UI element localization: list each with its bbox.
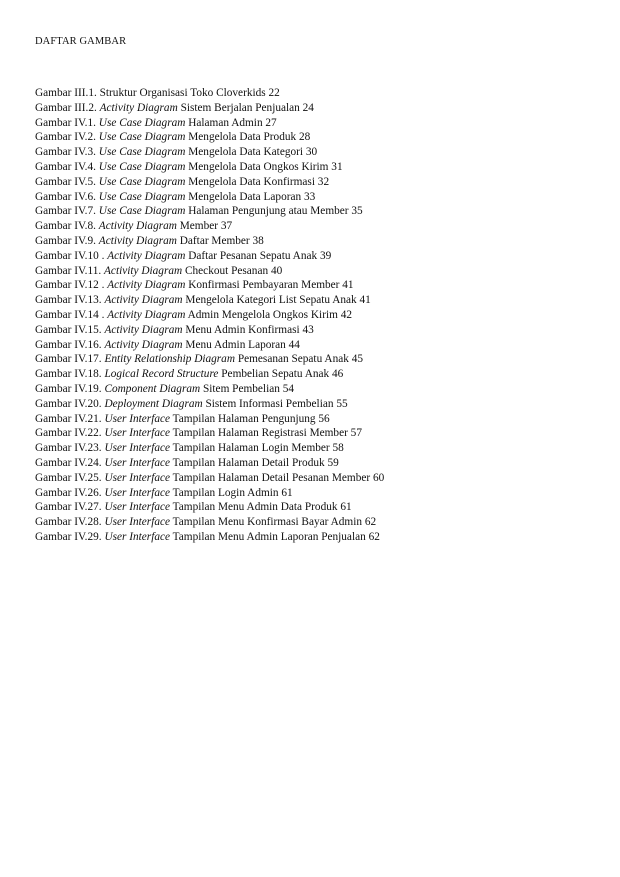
figure-diagram-type: Use Case Diagram (98, 175, 186, 188)
figure-number: Gambar III.2. (35, 101, 100, 114)
figure-number: Gambar IV.10 . (35, 249, 108, 262)
figure-list-item (35, 86, 384, 101)
figure-title-and-page: Menu Admin Konfirmasi 43 (182, 323, 314, 336)
page-heading: DAFTAR GAMBAR (35, 36, 127, 47)
figure-number: Gambar IV.1. (35, 116, 99, 129)
figure-diagram-type: User Interface (104, 442, 171, 455)
figure-diagram-type: User Interface (104, 486, 171, 499)
figure-number: Gambar III.1. (35, 87, 100, 99)
figure-list-item (35, 471, 384, 486)
figure-list-item (35, 382, 384, 397)
figure-title-and-page: Mengelola Data Konfirmasi 32 (185, 175, 330, 188)
figure-list-item (35, 175, 384, 190)
figure-list-item (35, 160, 384, 175)
figure-list-item (35, 204, 384, 219)
figure-diagram-type: Activity Diagram (104, 294, 183, 307)
figure-number: Gambar IV.18. (35, 368, 105, 381)
figure-title-and-page: Tampilan Menu Admin Laporan Penjualan 62 (170, 530, 380, 543)
figure-diagram-type: Logical Record Structure (104, 368, 219, 381)
figure-diagram-type: Use Case Diagram (98, 160, 186, 173)
figure-title-and-page: Daftar Pesanan Sepatu Anak 39 (185, 249, 332, 262)
figure-diagram-type: User Interface (104, 456, 171, 469)
figure-title-and-page: Checkout Pesanan 40 (182, 264, 283, 277)
figure-title-and-page: Tampilan Halaman Login Member 58 (170, 442, 344, 455)
figure-list-item (35, 338, 384, 353)
figure-number: Gambar IV.2. (35, 131, 99, 144)
figure-diagram-type: User Interface (104, 412, 171, 425)
figure-number: Gambar IV.3. (35, 146, 99, 159)
figure-title-and-page: Halaman Pengunjung atau Member 35 (185, 205, 363, 218)
figure-diagram-type: User Interface (104, 530, 171, 543)
figure-title-and-page: Halaman Admin 27 (185, 116, 277, 129)
figure-list-item (35, 500, 384, 515)
figure-list-item (35, 441, 384, 456)
figure-number: Gambar IV.14 . (35, 308, 108, 321)
figure-diagram-type: Use Case Diagram (98, 205, 186, 218)
figure-diagram-type: User Interface (104, 516, 171, 529)
figure-diagram-type: Activity Diagram (98, 234, 177, 247)
figure-diagram-type: User Interface (104, 427, 171, 440)
figure-title-and-page: Mengelola Data Produk 28 (185, 131, 311, 144)
figure-diagram-type: Activity Diagram (107, 308, 186, 321)
figure-list-item (35, 101, 384, 116)
figure-number: Gambar IV.22. (35, 427, 105, 440)
figure-number: Gambar IV.26. (35, 486, 105, 499)
figure-list-item (35, 323, 384, 338)
figure-number: Gambar IV.5. (35, 175, 99, 188)
figure-diagram-type: Use Case Diagram (98, 131, 186, 144)
figure-title-and-page: Struktur Organisasi Toko Cloverkids 22 (99, 87, 280, 99)
figure-number: Gambar IV.13. (35, 294, 105, 307)
figure-list-item (35, 352, 384, 367)
figure-title-and-page: Admin Mengelola Ongkos Kirim 42 (185, 308, 353, 321)
figure-title-and-page: Tampilan Menu Konfirmasi Bayar Admin 62 (170, 516, 377, 529)
figure-list-item (35, 397, 384, 412)
figure-list (35, 86, 384, 545)
figure-number: Gambar IV.25. (35, 471, 105, 484)
figure-title-and-page: Sitem Pembelian 54 (200, 382, 294, 395)
figure-title-and-page: Sistem Informasi Pembelian 55 (202, 397, 348, 410)
figure-title-and-page: Pembelian Sepatu Anak 46 (218, 368, 344, 381)
figure-number: Gambar IV.23. (35, 442, 105, 455)
figure-title-and-page: Tampilan Halaman Detail Pesanan Member 60 (170, 471, 385, 484)
figure-number: Gambar IV.8. (35, 220, 99, 233)
figure-list-item (35, 234, 384, 249)
figure-number: Gambar IV.21. (35, 412, 105, 425)
figure-number: Gambar IV.28. (35, 516, 105, 529)
figure-list-item (35, 293, 384, 308)
figure-diagram-type: User Interface (104, 501, 171, 514)
figure-diagram-type: Activity Diagram (104, 264, 183, 277)
figure-diagram-type: Activity Diagram (98, 220, 177, 233)
figure-number: Gambar IV.29. (35, 530, 105, 543)
figure-list-item (35, 116, 384, 131)
figure-title-and-page: Mengelola Kategori List Sepatu Anak 41 (182, 294, 371, 307)
figure-list-item (35, 515, 384, 530)
figure-number: Gambar IV.17. (35, 353, 105, 366)
figure-title-and-page: Tampilan Halaman Detail Produk 59 (170, 456, 339, 469)
figure-number: Gambar IV.19. (35, 382, 105, 395)
figure-title-and-page: Daftar Member 38 (176, 234, 264, 247)
figure-title-and-page: Mengelola Data Kategori 30 (185, 146, 318, 159)
figure-list-item (35, 530, 384, 545)
figure-number: Gambar IV.16. (35, 338, 105, 351)
figure-diagram-type: Entity Relationship Diagram (104, 353, 235, 366)
figure-diagram-type: Activity Diagram (104, 338, 183, 351)
figure-list-item (35, 278, 384, 293)
figure-diagram-type: Deployment Diagram (104, 397, 203, 410)
figure-number: Gambar IV.20. (35, 397, 105, 410)
figure-list-item (35, 412, 384, 427)
figure-title-and-page: Mengelola Data Ongkos Kirim 31 (185, 160, 343, 173)
figure-title-and-page: Menu Admin Laporan 44 (182, 338, 300, 351)
figure-list-item (35, 219, 384, 234)
figure-list-item (35, 367, 384, 382)
figure-diagram-type: Component Diagram (104, 382, 201, 395)
figure-list-item (35, 486, 384, 501)
figure-title-and-page: Sistem Berjalan Penjualan 24 (177, 101, 314, 114)
figure-number: Gambar IV.4. (35, 160, 99, 173)
figure-list-item (35, 456, 384, 471)
figure-title-and-page: Member 37 (176, 220, 233, 233)
figure-title-and-page: Tampilan Halaman Pengunjung 56 (170, 412, 330, 425)
figure-number: Gambar IV.12 . (35, 279, 108, 292)
figure-list-item (35, 190, 384, 205)
figure-list-item (35, 145, 384, 160)
figure-number: Gambar IV.15. (35, 323, 105, 336)
figure-list-item (35, 130, 384, 145)
figure-title-and-page: Tampilan Menu Admin Data Produk 61 (170, 501, 352, 514)
figure-list-item (35, 264, 384, 279)
figure-list-item (35, 249, 384, 264)
figure-title-and-page: Mengelola Data Laporan 33 (185, 190, 316, 203)
figure-diagram-type: User Interface (104, 471, 171, 484)
figure-list-item (35, 308, 384, 323)
figure-number: Gambar IV.7. (35, 205, 99, 218)
figure-title-and-page: Tampilan Login Admin 61 (170, 486, 293, 499)
figure-number: Gambar IV.6. (35, 190, 99, 203)
figure-number: Gambar IV.27. (35, 501, 105, 514)
figure-diagram-type: Activity Diagram (107, 249, 186, 262)
figure-number: Gambar IV.24. (35, 456, 105, 469)
figure-diagram-type: Activity Diagram (104, 323, 183, 336)
figure-diagram-type: Use Case Diagram (98, 116, 186, 129)
figure-list-item (35, 426, 384, 441)
figure-number: Gambar IV.11. (35, 264, 105, 277)
figure-diagram-type: Use Case Diagram (98, 190, 186, 203)
figure-title-and-page: Tampilan Halaman Registrasi Member 57 (170, 427, 362, 440)
figure-diagram-type: Use Case Diagram (98, 146, 186, 159)
figure-title-and-page: Pemesanan Sepatu Anak 45 (235, 353, 364, 366)
figure-number: Gambar IV.9. (35, 234, 99, 247)
figure-title-and-page: Konfirmasi Pembayaran Member 41 (185, 279, 354, 292)
figure-diagram-type: Activity Diagram (107, 279, 186, 292)
figure-diagram-type: Activity Diagram (99, 101, 178, 114)
